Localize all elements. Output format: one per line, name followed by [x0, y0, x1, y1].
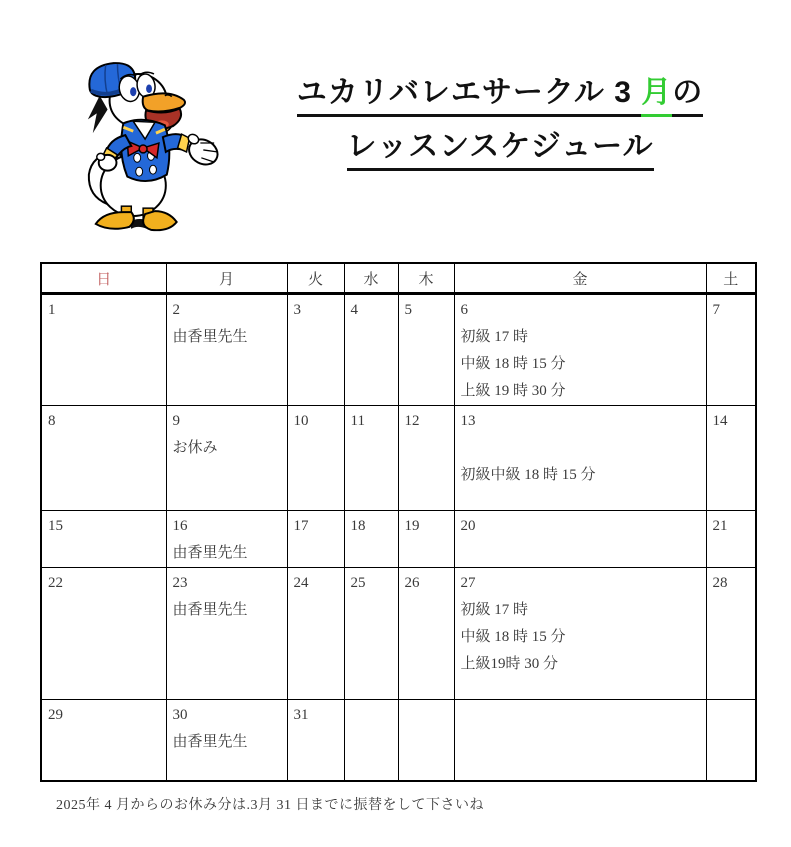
- day-number: 9: [172, 413, 180, 429]
- day-number: 8: [48, 413, 56, 429]
- day-cell: [454, 511, 706, 568]
- header-wednesday: 水: [344, 263, 398, 294]
- schedule-line: 上級 19 時 30 分: [460, 383, 566, 399]
- day-cell: [166, 568, 287, 700]
- day-cell: [344, 568, 398, 700]
- footer-note: 2025年 4 月からのお休み分は.3月 31 日までに振替をして下さいね: [56, 798, 484, 813]
- day-cell: [398, 700, 454, 781]
- schedule-line: 中級 18 時 15 分: [460, 629, 566, 645]
- day-cell: [344, 406, 398, 511]
- calendar-week-row: [41, 294, 756, 406]
- day-cell: [287, 406, 344, 511]
- day-cell: [41, 700, 166, 781]
- day-cell: [454, 700, 706, 781]
- day-cell: [344, 511, 398, 568]
- day-cell: [454, 406, 706, 511]
- day-cell: [166, 406, 287, 511]
- day-number: 1: [48, 302, 56, 318]
- day-number: 2: [172, 302, 180, 318]
- day-number: 28: [712, 575, 728, 591]
- day-cell: [398, 406, 454, 511]
- day-cell: [706, 700, 756, 781]
- title-text-prefix: ユカリバレエサークル 3: [297, 76, 642, 117]
- day-cell: [41, 294, 166, 406]
- day-number: 5: [404, 302, 412, 318]
- day-number: 12: [404, 413, 420, 429]
- title-month-highlight: 月: [641, 76, 672, 117]
- day-cell: [344, 700, 398, 781]
- day-number: 7: [712, 302, 720, 318]
- header-sunday: 日: [41, 263, 166, 294]
- day-number: [351, 702, 394, 729]
- day-cell: [344, 294, 398, 406]
- day-number: 26: [404, 575, 420, 591]
- calendar-header-row: [41, 263, 756, 294]
- day-cell: [706, 511, 756, 568]
- day-number: 31: [293, 707, 309, 723]
- calendar-week-row: [41, 568, 756, 700]
- day-number: 16: [172, 518, 188, 534]
- schedule-line: 由香里先生: [172, 329, 248, 345]
- day-cell: [706, 294, 756, 406]
- day-cell: [454, 568, 706, 700]
- schedule-line: 由香里先生: [172, 602, 248, 618]
- day-number: 29: [48, 707, 63, 723]
- day-number: 27: [460, 575, 476, 591]
- schedule-line: 由香里先生: [172, 545, 248, 561]
- day-cell: [166, 700, 287, 781]
- schedule-line: 初級中級 18 時 15 分: [460, 467, 596, 483]
- day-number: 23: [172, 575, 188, 591]
- day-number: 13: [460, 413, 476, 429]
- schedule-line: 初級 17 時: [460, 329, 529, 345]
- schedule-line: 中級 18 時 15 分: [460, 356, 566, 372]
- header-friday: 金: [454, 263, 706, 294]
- header-saturday: 土: [706, 263, 756, 294]
- day-cell: [41, 568, 166, 700]
- day-cell: [166, 294, 287, 406]
- day-cell: [706, 568, 756, 700]
- day-cell: [287, 700, 344, 781]
- calendar-week-row: [41, 700, 756, 781]
- day-number: 15: [48, 518, 63, 534]
- schedule-line: 由香里先生: [172, 734, 248, 750]
- title-text-suffix: の: [672, 76, 703, 117]
- schedule-line: 初級 17 時: [460, 602, 529, 618]
- day-cell: [706, 406, 756, 511]
- page-title: [272, 76, 728, 171]
- day-cell: [398, 294, 454, 406]
- day-number: [713, 702, 752, 729]
- day-cell: [287, 511, 344, 568]
- day-cell: [41, 511, 166, 568]
- day-cell: [166, 511, 287, 568]
- day-cell: [398, 511, 454, 568]
- day-cell: [454, 294, 706, 406]
- day-number: 3: [293, 302, 301, 318]
- lesson-schedule-calendar: [40, 262, 757, 782]
- header-tuesday: 火: [287, 263, 344, 294]
- day-number: 14: [712, 413, 728, 429]
- day-cell: [287, 294, 344, 406]
- schedule-line: お休み: [172, 440, 218, 456]
- day-number: 30: [172, 707, 188, 723]
- day-number: [461, 702, 702, 729]
- day-number: [405, 702, 450, 729]
- day-number: 10: [293, 413, 309, 429]
- day-number: 19: [404, 518, 420, 534]
- day-number: 25: [350, 575, 366, 591]
- day-cell: [398, 568, 454, 700]
- schedule-line: 上級19時 30 分: [460, 656, 559, 672]
- day-number: 24: [293, 575, 309, 591]
- donald-duck-image: [78, 56, 226, 234]
- header-thursday: 木: [398, 263, 454, 294]
- day-number: 11: [350, 413, 365, 429]
- day-number: 22: [48, 575, 63, 591]
- day-number: 4: [350, 302, 358, 318]
- day-cell: [287, 568, 344, 700]
- calendar-week-row: [41, 511, 756, 568]
- day-number: 18: [350, 518, 366, 534]
- title-text-line2: レッスンスケジュール: [347, 130, 654, 171]
- title-line-1: [272, 76, 728, 117]
- day-number: 6: [460, 302, 468, 318]
- title-line-2: [272, 130, 728, 171]
- day-number: 17: [293, 518, 309, 534]
- day-number: 20: [460, 518, 476, 534]
- hat-ribbon: [88, 96, 108, 133]
- calendar-week-row: [41, 406, 756, 511]
- schedule-line: [461, 435, 702, 462]
- day-cell: [41, 406, 166, 511]
- day-number: 21: [712, 518, 728, 534]
- header-monday: 月: [166, 263, 287, 294]
